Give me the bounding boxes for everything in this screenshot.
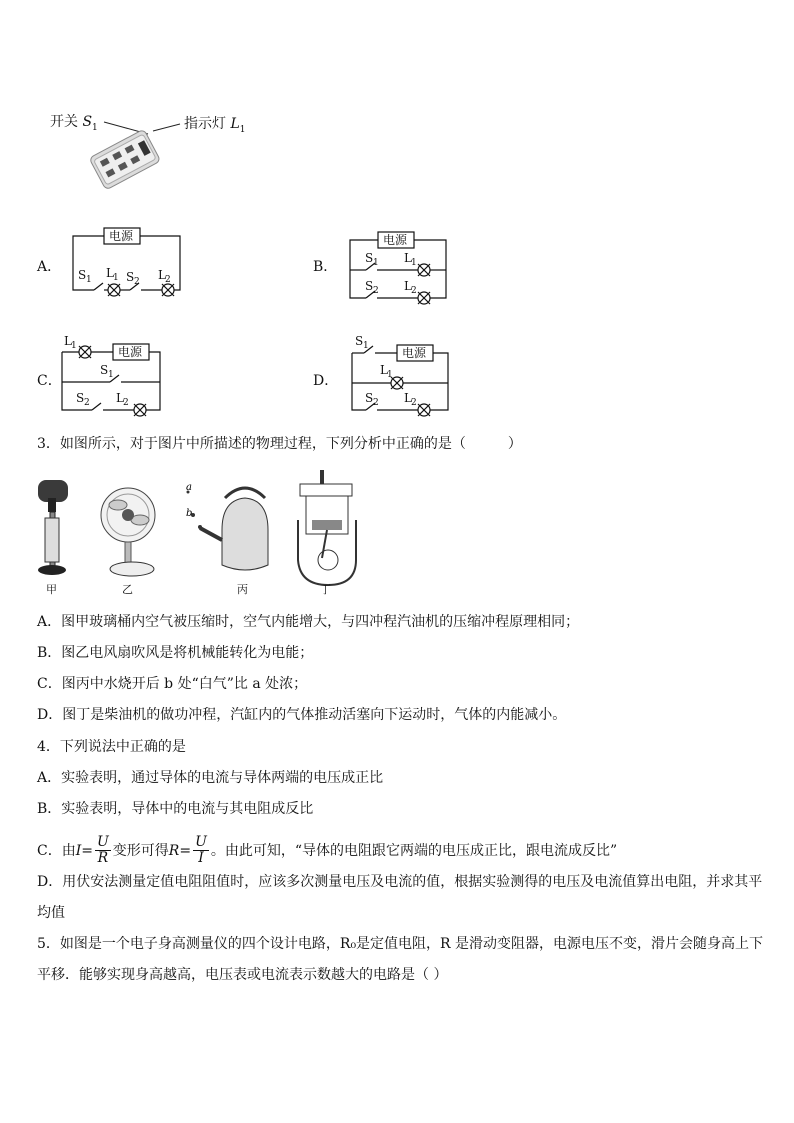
svg-text:1: 1	[86, 275, 92, 285]
option-C-label[interactable]: C．	[37, 373, 62, 389]
svg-text:S: S	[365, 279, 374, 293]
svg-text:2: 2	[84, 398, 90, 408]
q4-c-frac1-den: R	[97, 850, 109, 866]
q3-option-B[interactable]: B．图乙电风扇吹风是将机械能转化为电能；	[37, 645, 314, 661]
q3-option-A[interactable]: A．图甲玻璃桶内空气被压缩时，空气内能增大，与四冲程汽油机的压缩冲程原理相同；	[37, 614, 580, 630]
svg-text:2: 2	[165, 275, 171, 285]
source-label-C: 电源	[118, 345, 143, 359]
svg-text:L: L	[64, 334, 72, 348]
svg-text:2: 2	[373, 286, 379, 296]
source-label-D: 电源	[402, 346, 427, 360]
q4-c-frac2-num: U	[195, 834, 207, 850]
q4-c-frac1-num: U	[96, 834, 109, 850]
point-b-label: b	[186, 508, 193, 519]
svg-text:L: L	[404, 391, 412, 405]
svg-text:1: 1	[411, 258, 417, 268]
svg-text:L: L	[106, 266, 114, 280]
svg-text:2: 2	[134, 277, 140, 287]
q4-c-suffix: 。由此可知，“导体的电阻跟它两端的电压成正比，跟电流成反比”	[210, 842, 618, 859]
q5-line2: 平移．能够实现身高越高，电压表或电流表示数越大的电路是（ ）	[37, 967, 448, 983]
option-A-label[interactable]: A．	[37, 259, 62, 275]
switch-label-text: 开关	[50, 114, 78, 130]
svg-text:S: S	[126, 270, 135, 284]
q4-c-fraction-1	[95, 835, 111, 866]
caption-yi: 乙	[122, 583, 133, 596]
caption-bing: 丙	[237, 583, 248, 596]
q4-c-fraction-2	[193, 835, 209, 866]
q4-c-eq: =	[81, 842, 93, 859]
svg-text:L: L	[158, 268, 166, 282]
q5-line1: 5．如图是一个电子身高测量仪的四个设计电路，R₀是定值电阻，R 是滑动变阻器，电源电压不变，滑片会随身高上下	[37, 936, 764, 952]
svg-text:2: 2	[373, 398, 379, 408]
caption-ding: 丁	[320, 583, 331, 596]
q4-c-R2: R	[168, 842, 180, 859]
svg-text:L: L	[116, 391, 124, 405]
q4-c-mid: 变形可得	[112, 842, 169, 859]
source-label-A: 电源	[109, 229, 134, 243]
svg-text:1: 1	[363, 341, 369, 351]
svg-text:2: 2	[123, 398, 129, 408]
svg-text:2: 2	[411, 286, 417, 296]
q4-option-A[interactable]: A．实验表明，通过导体的电流与导体两端的电压成正比	[37, 770, 384, 786]
svg-text:S: S	[78, 268, 87, 282]
q3-option-C[interactable]: C．图丙中水烧开后 b 处“白气”比 a 处浓；	[37, 676, 308, 692]
svg-text:2: 2	[411, 398, 417, 408]
q4-option-D-line1[interactable]: D．用伏安法测量定值电阻阻值时，应该多次测量电压及电流的值，根据实验测得的电压及电流值算出电阻，并求其平	[37, 874, 763, 890]
option-B-label[interactable]: B．	[313, 259, 338, 275]
q4-c-eq2: =	[179, 842, 192, 859]
q3-stem: 3．如图所示，对于图片中所描述的物理过程，下列分析中正确的是（ ）	[37, 436, 522, 452]
q4-option-D-line2: 均值	[37, 905, 65, 921]
q3-option-D[interactable]: D．图丁是柴油机的做功冲程，汽缸内的气体推动活塞向下运动时，气体的内能减小。	[37, 707, 567, 723]
option-D-label[interactable]: D．	[313, 373, 339, 389]
switch-symbol: S	[82, 114, 93, 130]
figure-bing	[187, 488, 269, 570]
svg-text:S: S	[355, 334, 364, 348]
q4-c-I: I	[75, 842, 82, 859]
source-label-B: 电源	[383, 233, 408, 247]
figure-ding	[298, 470, 356, 585]
svg-text:L: L	[380, 363, 388, 377]
caption-jia: 甲	[46, 583, 57, 596]
svg-text:1: 1	[387, 370, 393, 380]
svg-text:1: 1	[113, 273, 119, 283]
switch-sub: 1	[92, 122, 98, 133]
svg-text:S: S	[100, 363, 109, 377]
q4-c-frac2-den: I	[198, 850, 204, 866]
figure-yi	[101, 488, 155, 576]
svg-text:L: L	[404, 251, 412, 265]
svg-text:1: 1	[71, 341, 77, 351]
lamp-label-text: 指示灯	[184, 116, 226, 132]
svg-text:S: S	[365, 391, 374, 405]
figure-jia	[38, 480, 68, 575]
lamp-symbol: L	[230, 116, 240, 132]
svg-text:S: S	[365, 251, 374, 265]
svg-text:S: S	[76, 391, 85, 405]
svg-text:1: 1	[108, 370, 114, 380]
point-a-label: a	[186, 482, 192, 493]
svg-text:L: L	[404, 279, 412, 293]
lamp-sub: 1	[239, 124, 246, 135]
q4-c-prefix: C．由	[37, 842, 76, 859]
q4-option-C[interactable]	[37, 835, 617, 866]
svg-text:1: 1	[373, 258, 379, 268]
q4-stem: 4．下列说法中正确的是	[37, 739, 186, 755]
q4-option-B[interactable]: B．实验表明，导体中的电流与其电阻成反比	[37, 801, 314, 817]
